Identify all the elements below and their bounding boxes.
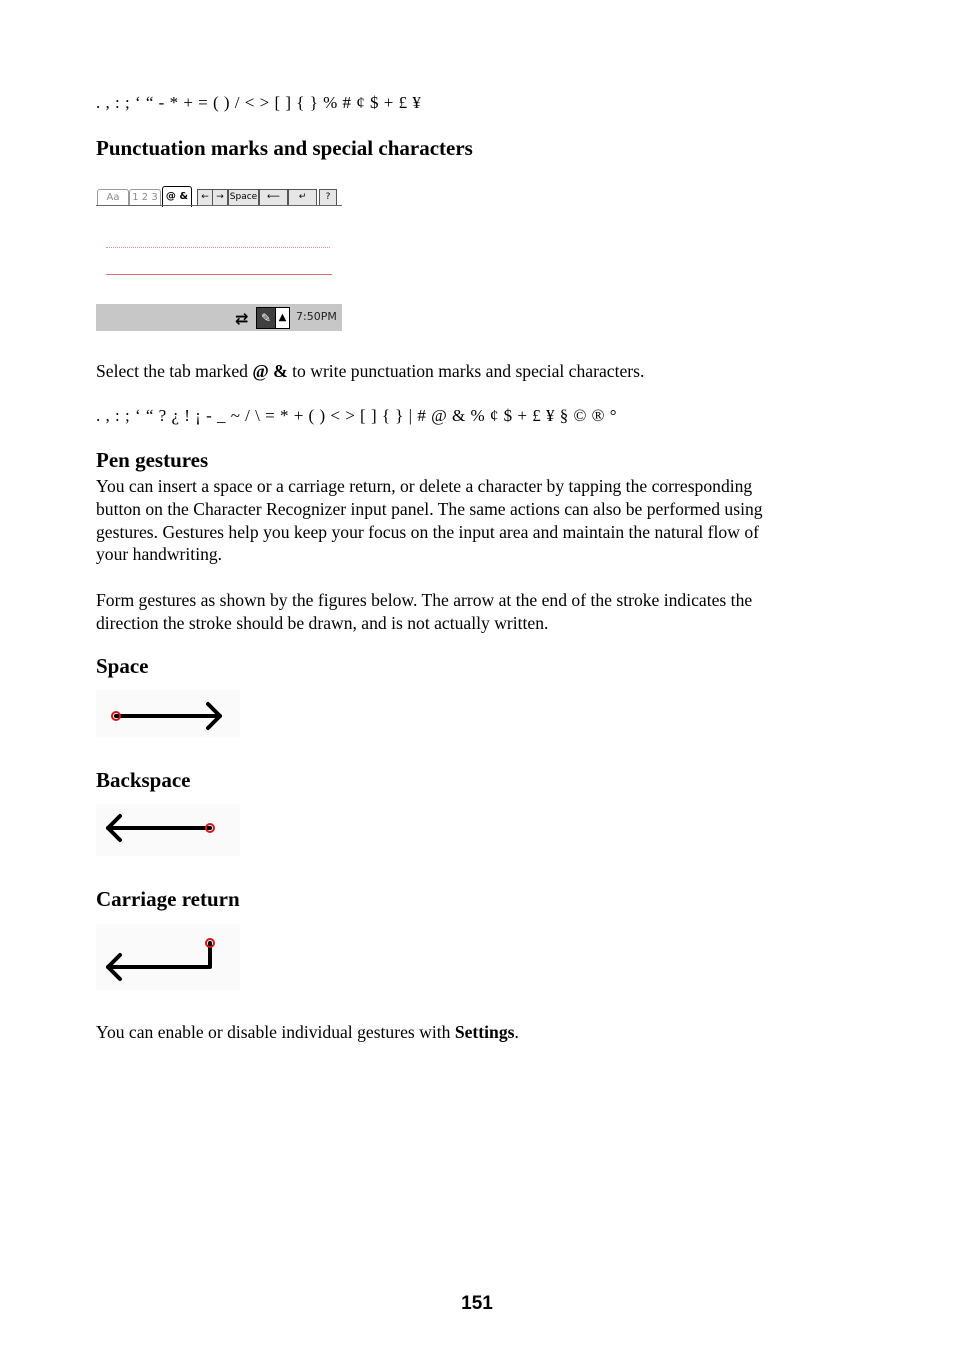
right-arrow-button[interactable]: → xyxy=(212,189,228,206)
keyboard-icon[interactable]: ⇄ xyxy=(235,309,249,328)
status-bar xyxy=(96,304,342,331)
up-arrow-icon[interactable]: ▲ xyxy=(275,307,290,329)
pen-gestures-paragraph-1 xyxy=(96,475,836,566)
backspace-button[interactable]: ⟵ xyxy=(259,189,288,206)
tab-numbers[interactable]: 1 2 3 xyxy=(129,189,161,206)
paragraph-line: gestures. Gestures help you keep your focus on the input area and maintain the natural flow of xyxy=(96,521,759,542)
input-panel-screenshot xyxy=(96,184,342,331)
paragraph-line: You can insert a space or a carriage return, or delete a character by tapping the corresponding xyxy=(96,476,753,496)
page-number: 151 xyxy=(461,1293,493,1314)
writing-guide-dotted xyxy=(106,247,330,248)
settings-note xyxy=(96,1021,836,1044)
punctuation-heading: Punctuation marks and special characters xyxy=(96,136,473,160)
pen-gestures-heading: Pen gestures xyxy=(96,448,209,472)
backspace-heading: Backspace xyxy=(96,768,191,792)
carriage-return-heading: Carriage return xyxy=(96,887,240,911)
settings-note-text: You can enable or disable individual gestures with xyxy=(96,1022,455,1042)
character-list-top: . , : ; ‘ “ - * + = ( ) / < > [ ] { } % # ¢ $ + £ ¥ xyxy=(96,93,422,112)
paragraph-line: button on the Character Recognizer input panel. The same actions can also be performed using xyxy=(96,498,763,519)
paragraph-line: direction the stroke should be drawn, and is not actually written. xyxy=(96,612,549,633)
instruction-text: Select the tab marked xyxy=(96,361,253,381)
space-button[interactable]: Space xyxy=(228,189,259,206)
space-gesture-icon xyxy=(96,690,240,738)
character-list-punctuation: . , : ; ‘ “ ? ¿ ! ¡ - _ ~ / \ = * + ( ) < > [ ] { } | # @ & % ¢ $ + £ ¥ § © ® ° xyxy=(96,406,618,425)
instruction-text-end: to write punctuation marks and special characters. xyxy=(287,361,645,381)
pen-icon[interactable]: ✎ xyxy=(256,307,276,329)
tab-divider xyxy=(96,205,342,206)
pen-gestures-paragraph-2 xyxy=(96,589,836,635)
tab-letters[interactable]: Aa xyxy=(97,189,129,206)
space-heading: Space xyxy=(96,654,149,678)
tab-punctuation[interactable]: @ & xyxy=(162,186,192,207)
settings-note-end: . xyxy=(514,1022,519,1042)
writing-baseline xyxy=(106,274,332,275)
tab-name: @ & xyxy=(252,361,288,381)
enter-button[interactable]: ↵ xyxy=(288,189,317,206)
clock: 7:50PM xyxy=(296,310,337,323)
carriage-return-gesture-icon xyxy=(96,924,240,990)
paragraph-line: your handwriting. xyxy=(96,544,223,565)
backspace-gesture-icon xyxy=(96,804,240,856)
settings-term: Settings xyxy=(454,1022,515,1042)
help-button[interactable]: ? xyxy=(319,189,337,206)
input-panel-tabs xyxy=(96,186,342,206)
left-arrow-button[interactable]: ← xyxy=(197,189,213,206)
punctuation-instruction xyxy=(96,360,836,383)
paragraph-line: Form gestures as shown by the figures below. The arrow at the end of the stroke indicates the xyxy=(96,590,753,610)
